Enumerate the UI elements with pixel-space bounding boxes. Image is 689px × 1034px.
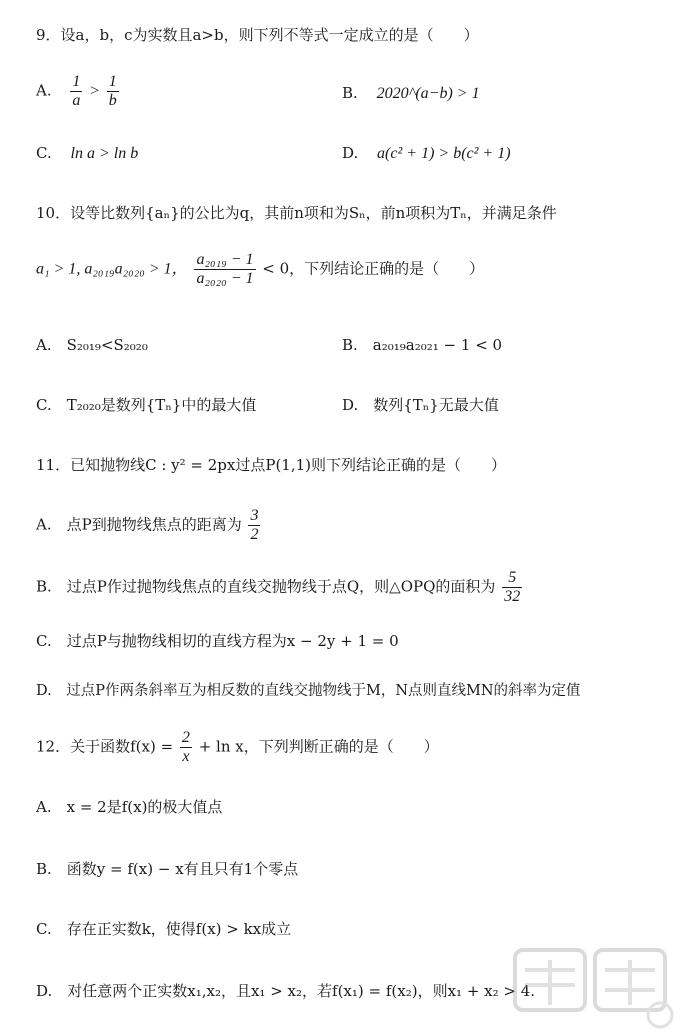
q9-option-c [36,146,138,162]
q9-a-num1: 1 [72,73,81,90]
q12-option-c: C. 存在正实数k，使得f(x) > kx成立 [36,920,292,938]
q10-option-d: D. 数列{Tₙ}无最大值 [342,396,499,414]
q9-d-text: a(c² + 1) > b(c² + 1) [377,145,511,162]
q11-stem: 11．已知抛物线C : y² = 2px过点P(1,1)则下列结论正确的是（ ） [36,456,507,474]
q9-c-text: ln a > ln b [70,145,139,162]
q9-a-den1: a [72,92,81,109]
q10-cond-den: a₂₀₂₀ − 1 [196,270,254,287]
q11-option-d: D. 过点P作两条斜率互为相反数的直线交抛物线于M，N点则直线MN的斜率为定值 [36,683,581,699]
q10-cond-text: a₁ > 1, a₂₀₁₉a₂₀₂₀ > 1， [36,260,188,278]
q12-option-d: D. 对任意两个正实数x₁,x₂，且x₁ > x₂，若f(x₁) = f(x₂)，则x₁ + x₂ > 4. [36,982,536,1000]
q10-condition [36,252,484,287]
q11-b-text: B. 过点P作过抛物线焦点的直线交抛物线于点Q，则△OPQ的面积为 [36,577,496,596]
q9-a-op: > [89,82,100,100]
q10-cond-frac [194,252,255,287]
q11-b-frac [502,570,522,605]
q9-a-frac1 [70,74,82,109]
q9-a-num2: 1 [108,73,117,90]
watermark-logo-icon [510,940,680,1030]
q12-stem-frac [180,730,192,765]
q12-stem [36,730,439,765]
q12-option-a: A. x = 2是f(x)的极大值点 [36,798,223,816]
q10-option-a: A. S₂₀₁₉<S₂₀₂₀ [36,336,148,354]
q11-a-frac [248,508,260,543]
q9-option-d [342,146,511,162]
q9-b-text: 2020^(a−b) > 1 [376,85,480,102]
q9-a-label: A. [36,81,52,100]
q9-a-frac2 [107,74,119,109]
q10-cond-num: a₂₀₁₉ − 1 [196,251,254,268]
q11-b-den: 32 [504,588,521,605]
q11-option-a [36,508,262,543]
q12-option-b: B. 函数y = f(x) − x有且只有1个零点 [36,860,299,878]
q11-a-num: 3 [250,507,259,524]
q10-option-c: C. T₂₀₂₀是数列{Tₙ}中的最大值 [36,396,257,414]
q10-cond-tail: < 0，下列结论正确的是（ ） [262,259,485,278]
q12-stem-num: 2 [181,729,190,746]
q12-stem-a: 12．关于函数f(x) = [36,737,174,756]
q9-a-den2: b [108,92,117,109]
q11-a-text: A. 点P到抛物线焦点的距离为 [36,515,242,534]
q9-d-label: D. [342,144,359,162]
q12-stem-den: x [182,748,190,765]
q11-option-b [36,570,524,605]
q9-option-a [36,74,121,109]
q12-stem-b: + ln x，下列判断正确的是（ ） [198,737,439,756]
q9-c-label: C. [36,144,52,162]
q9-option-b [342,86,480,102]
q10-stem: 10．设等比数列{aₙ}的公比为q，其前n项和为Sₙ，前n项积为Tₙ，并满足条件 [36,204,557,222]
q11-b-num: 5 [502,570,522,588]
q11-option-c: C. 过点P与抛物线相切的直线方程为x − 2y + 1 = 0 [36,632,399,650]
q10-option-b: B. a₂₀₁₉a₂₀₂₁ − 1 < 0 [342,336,503,354]
q9-b-label: B. [342,84,358,102]
q9-stem: 9．设a，b，c为实数且a>b，则下列不等式一定成立的是（ ） [36,26,479,44]
q11-a-den: 2 [250,526,259,543]
